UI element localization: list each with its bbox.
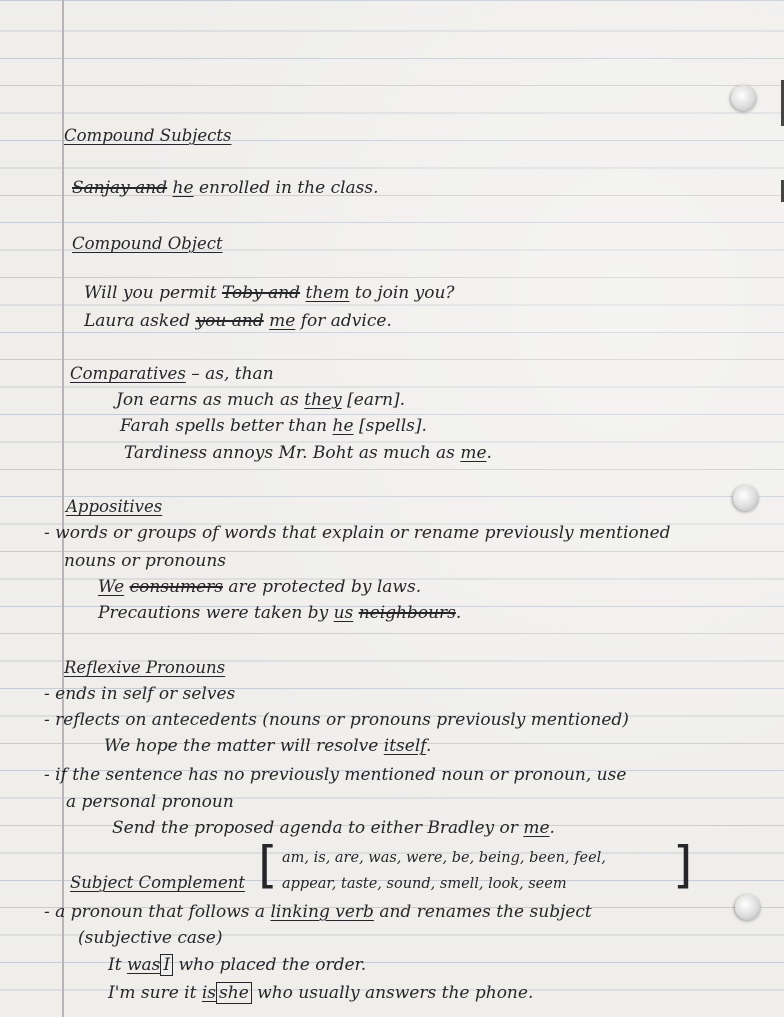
example-compound-object-1 — [84, 283, 455, 303]
sentence-start: Send the proposed agenda to either Bradley or — [112, 818, 518, 838]
reflexive-point-3 — [44, 765, 626, 785]
sentence-rest: to join you? — [354, 283, 455, 303]
example-compound-object-2 — [84, 311, 392, 331]
linking-verbs-line-2: appear, taste, sound, smell, look, seem — [282, 876, 567, 892]
underlined-word: me — [523, 818, 550, 838]
margin-line — [62, 0, 64, 1017]
point-text: ends in self or selves — [55, 684, 236, 704]
sentence-start: We hope the matter will resolve — [104, 736, 379, 756]
struck-word: Toby and — [221, 283, 301, 303]
bullet-dash: - — [44, 765, 50, 785]
sentence-rest: enrolled in the class. — [198, 178, 379, 198]
sentence-start: Precautions were taken by — [98, 603, 329, 623]
heading-compound-object: Compound Object — [72, 234, 223, 253]
sentence-rest: [spells]. — [358, 416, 427, 436]
underlined-word: he — [332, 416, 354, 436]
appositives-definition-cont: nouns or pronouns — [64, 551, 227, 571]
reflexive-point-1 — [44, 684, 235, 704]
sentence-start: Farah spells better than — [120, 416, 328, 436]
binder-hole-middle — [733, 485, 759, 511]
example-reflexive-2 — [112, 818, 555, 838]
appositives-definition — [44, 523, 671, 543]
binder-hole-bottom — [735, 894, 761, 920]
example-subject-complement-1 — [108, 955, 366, 975]
bullet-dash: - — [44, 902, 50, 922]
point-text: if the sentence has no previously mentioned noun or pronoun, use — [55, 765, 627, 785]
definition-start: a pronoun that follows a — [55, 902, 266, 922]
sentence-start: I'm sure it — [108, 983, 197, 1003]
definition-rest: and renames the subject — [379, 902, 592, 922]
heading-compound-subjects: Compound Subjects — [64, 126, 232, 145]
definition-line: words or groups of words that explain or rename previously mentioned — [55, 523, 671, 543]
sentence-rest: . — [549, 818, 555, 838]
comparatives-note: – as, than — [191, 364, 274, 384]
underlined-word: us — [333, 603, 354, 623]
sentence-rest: . — [486, 443, 492, 463]
subject-complement-definition — [44, 902, 592, 922]
sentence-rest: for advice. — [300, 311, 392, 331]
reflexive-point-3-cont: a personal pronoun — [66, 792, 234, 812]
example-comparative-1 — [116, 390, 405, 410]
underlined-term: linking verb — [270, 902, 374, 922]
right-bracket: ] — [673, 836, 693, 894]
example-appositive-1 — [98, 577, 421, 597]
subject-complement-definition-cont: (subjective case) — [78, 928, 223, 948]
linking-verbs-line-1: am, is, are, was, were, be, being, been, feel, — [282, 850, 606, 866]
sentence-rest: [earn]. — [347, 390, 406, 410]
example-subject-complement-2 — [108, 983, 533, 1003]
left-bracket: [ — [258, 836, 278, 894]
sentence-rest: . — [425, 736, 432, 756]
sentence-start: Laura asked — [84, 311, 191, 331]
sentence-rest: who usually answers the phone. — [257, 983, 534, 1003]
sentence-start: Jon earns as much as — [116, 390, 299, 410]
bullet-dash: - — [44, 523, 50, 543]
heading-reflexive-pronouns: Reflexive Pronouns — [64, 658, 226, 677]
comparatives-heading-line — [70, 364, 274, 384]
example-reflexive-1 — [104, 736, 431, 756]
sentence-rest: . — [455, 603, 462, 623]
heading-appositives: Appositives — [66, 497, 163, 516]
point-text: reflects on antecedents (nouns or pronouns previously mentioned) — [55, 710, 629, 730]
heading-subject-complement: Subject Complement — [70, 873, 245, 892]
underlined-word: is — [201, 983, 217, 1003]
boxed-pronoun: I — [160, 954, 173, 976]
underlined-word: he — [172, 178, 194, 198]
underlined-word: they — [304, 390, 342, 410]
underlined-word: me — [269, 311, 296, 331]
bullet-dash: - — [44, 710, 50, 730]
underlined-word: We — [98, 577, 125, 597]
struck-word: consumers — [129, 577, 223, 597]
example-comparative-3 — [124, 443, 492, 463]
heading-comparatives: Comparatives — [70, 364, 186, 383]
bullet-dash: - — [44, 684, 50, 704]
example-appositive-2 — [98, 603, 461, 623]
binder-hole-top — [731, 85, 757, 111]
example-compound-subject — [72, 178, 379, 198]
sentence-rest: are protected by laws. — [228, 577, 422, 597]
underlined-word: me — [460, 443, 487, 463]
sentence-start: It — [108, 955, 122, 975]
sentence-start: Tardiness annoys Mr. Boht as much as — [124, 443, 455, 463]
boxed-pronoun: she — [216, 982, 252, 1004]
underlined-word: itself — [383, 736, 426, 756]
sentence-start: Will you permit — [84, 283, 217, 303]
struck-word: you and — [195, 311, 264, 331]
example-comparative-2 — [120, 416, 427, 436]
underlined-word: was — [126, 955, 161, 975]
underlined-word: them — [305, 283, 350, 303]
reflexive-point-2 — [44, 710, 629, 730]
sentence-rest: who placed the order. — [178, 955, 367, 975]
struck-word: Sanjay and — [72, 178, 168, 198]
struck-word: neighbours — [358, 603, 456, 623]
